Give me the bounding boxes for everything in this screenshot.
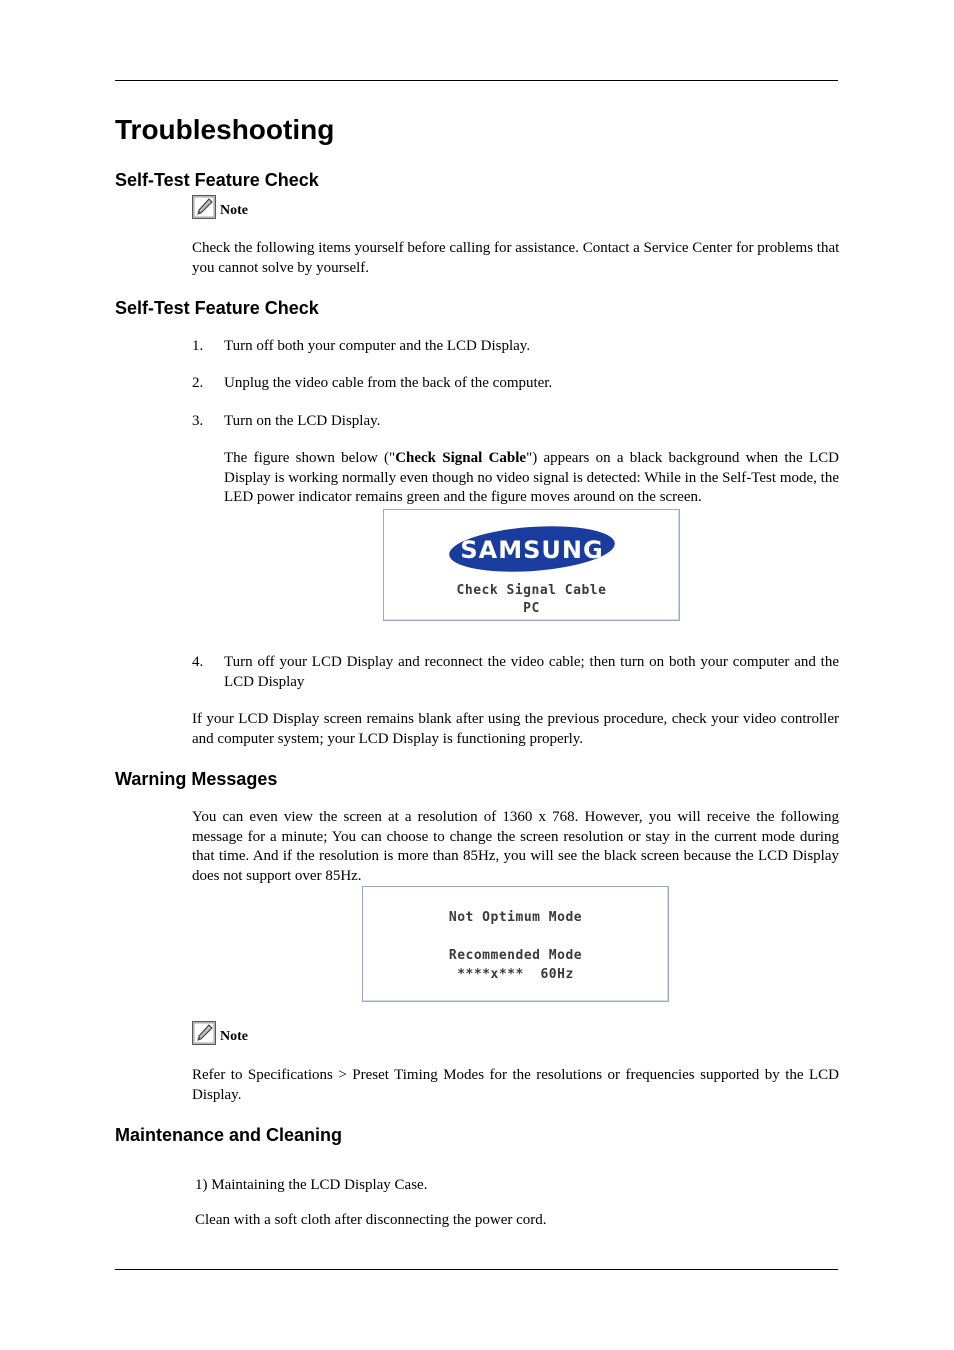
recommended-mode-line: Recommended Mode bbox=[448, 948, 583, 963]
note-paragraph: Refer to Specifications > Preset Timing Modes for the resolutions or frequencies supported by the LCD Display. bbox=[192, 1067, 839, 1103]
note-callout bbox=[192, 1019, 248, 1045]
top-rule bbox=[115, 80, 838, 81]
note-pencil-icon bbox=[192, 195, 216, 219]
note-label: Note bbox=[220, 1029, 248, 1044]
step-number: 4. bbox=[192, 654, 204, 670]
note-label: Note bbox=[220, 203, 248, 218]
intro-paragraph: Check the following items yourself before calling for assistance. Contact a Service Center for problems that you cannot solve by yourself. bbox=[192, 240, 840, 276]
section-heading-self-test: Self-Test Feature Check bbox=[115, 170, 319, 190]
section-heading-maintenance: Maintenance and Cleaning bbox=[115, 1125, 343, 1145]
maintenance-item-1: 1) Maintaining the LCD Display Case. bbox=[195, 1177, 428, 1193]
step3-detail-bold: Check Signal Cable bbox=[395, 450, 527, 466]
step3-detail-paragraph bbox=[224, 449, 839, 508]
note-pencil-icon bbox=[192, 1021, 216, 1045]
not-optimum-mode-figure bbox=[362, 886, 669, 1002]
step-number: 2. bbox=[192, 375, 204, 391]
step-text: Unplug the video cable from the back of the computer. bbox=[224, 375, 553, 391]
step-text: Turn on the LCD Display. bbox=[224, 413, 381, 429]
step-text: Turn off your LCD Display and reconnect the video cable; then turn on both your computer and the LCD Display bbox=[224, 654, 839, 690]
check-signal-cable-figure bbox=[383, 509, 680, 621]
page-title: Troubleshooting bbox=[115, 114, 335, 145]
note-callout bbox=[192, 193, 248, 219]
pc-line: PC bbox=[523, 601, 540, 616]
blank-screen-paragraph: If your LCD Display screen remains blank after using the previous procedure, check your video controller and computer system; your LCD Display is functioning properly. bbox=[192, 711, 839, 747]
section-heading-self-test-2: Self-Test Feature Check bbox=[115, 298, 319, 318]
warning-paragraph: You can even view the screen at a resolution of 1360 x 768. However, you will receive the following message for a minute; You can choose to change the screen resolution or stay in the current mode during that time. And if the resolution is more than 85Hz, you will see the black screen because the LCD Display does not support over 85Hz. bbox=[192, 809, 839, 884]
step-number: 1. bbox=[192, 338, 204, 354]
maintenance-item-2: Clean with a soft cloth after disconnecting the power cord. bbox=[195, 1212, 547, 1228]
step3-detail-pre: The figure shown below (" bbox=[224, 450, 396, 466]
step-text: Turn off both your computer and the LCD Display. bbox=[224, 338, 531, 354]
samsung-logo bbox=[447, 524, 617, 574]
section-heading-warning: Warning Messages bbox=[115, 769, 278, 789]
step-number: 3. bbox=[192, 413, 204, 429]
samsung-logo-text: SAMSUNG bbox=[460, 536, 604, 564]
bottom-rule bbox=[115, 1269, 838, 1270]
not-optimum-line: Not Optimum Mode bbox=[448, 910, 583, 925]
resolution-line: ****x*** 60Hz bbox=[457, 967, 574, 982]
check-signal-line: Check Signal Cable bbox=[456, 583, 607, 598]
step3-detail-post: ") appears on a black background when the LCD Display is working normally even though no video signal is detected: While in the Self-Test mode, the LED power indicator remains green and the figure moves around on the screen. bbox=[224, 450, 839, 505]
